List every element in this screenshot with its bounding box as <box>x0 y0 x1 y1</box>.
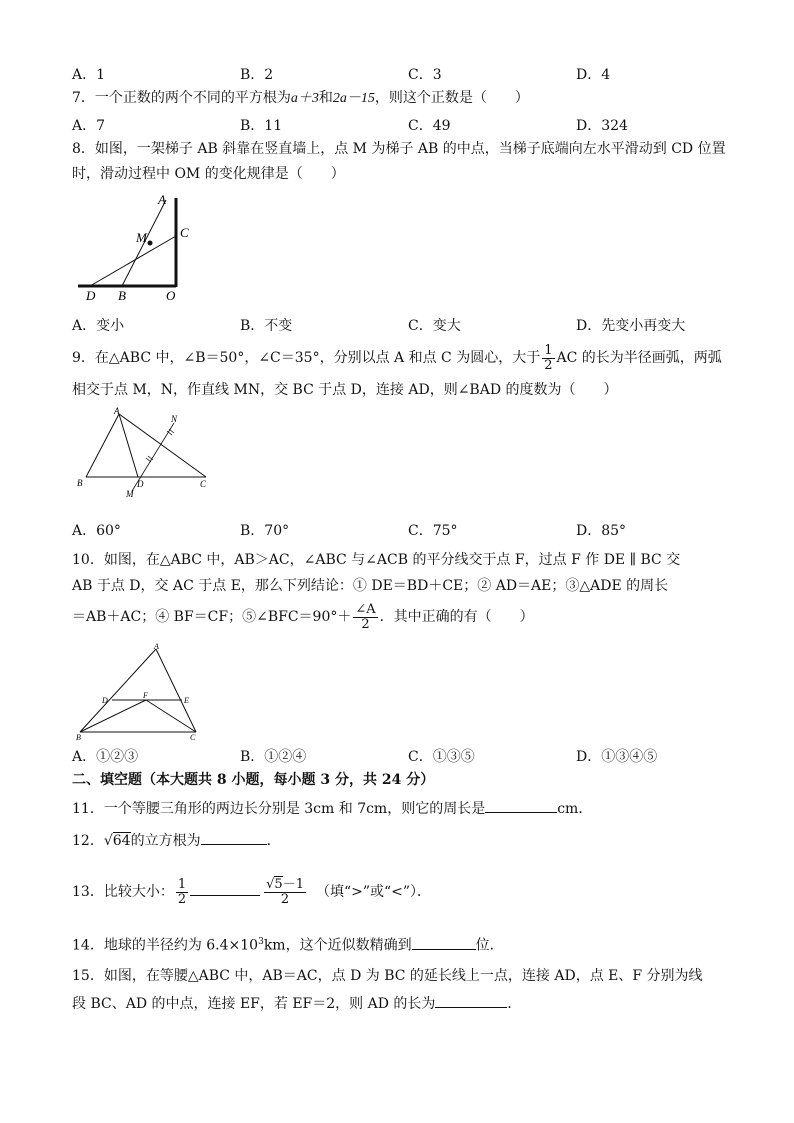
q8-label-c: C <box>180 225 189 240</box>
q10-option-c: C．①③⑤ <box>408 749 475 765</box>
q10-option-a: A．①②③ <box>72 749 139 765</box>
q9-label-a: A <box>114 406 120 416</box>
q8-option-c: C．变大 <box>408 318 461 334</box>
q6-option-b: B．2 <box>240 67 274 83</box>
q10-label-d: D <box>102 696 108 705</box>
q9-stem-line1: 9．在△ABC 中，∠B＝50°，∠C＝35°，分别以点 A 和点 C 为圆心，大于 $\frac{1}{2}$ AC 的长为半径画弧，两弧 <box>72 342 722 373</box>
q10-label-f: F <box>143 691 148 700</box>
q14-stem: 14．地球的半径约为 $6.4\times 10^3km$，这个近似数精确到 位． <box>72 933 504 955</box>
q10-label-b: B <box>76 733 81 740</box>
q9-option-d: D．85° <box>576 523 627 539</box>
q9-option-b: B．70° <box>240 523 290 539</box>
q15-answer-blank[interactable] <box>435 993 507 1008</box>
q15-stem-line1: 15．如图，在等腰△ABC 中，AB＝AC，点 D 为 BC 的延长线上一点，连接 AD，点 E、F 分别为线 <box>72 968 703 984</box>
q9-option-a: A．60° <box>72 523 121 539</box>
q11-answer-blank[interactable] <box>485 798 557 813</box>
q13-stem: 13．比较大小： $\frac{1}{2}$ $\frac{√5-1}{2}$ （填“>”或“<”）． <box>72 876 432 907</box>
sqrt-symbol: √ <box>266 876 275 892</box>
q7-stem: 7．一个正数的两个不同的平方根为a＋3和2a－15，则这个正数是（ ） <box>72 90 529 106</box>
q8-ladder-figure <box>76 190 196 305</box>
q12-answer-blank[interactable] <box>201 830 267 845</box>
q8-label-m: M <box>136 230 147 245</box>
q9-triangle-figure <box>74 405 214 500</box>
q13-answer-blank[interactable] <box>190 881 260 896</box>
q9-option-c: C．75° <box>408 523 458 539</box>
q11-stem: 11．一个等腰三角形的两边长分别是 3cm 和 7cm，则它的周长是 cm． <box>72 798 592 818</box>
q8-label-a: A <box>158 192 166 207</box>
q8-label-o: O <box>166 288 176 303</box>
q10-stem-line1: 10．如图，在△ABC 中，AB＞AC，∠ABC 与∠ACB 的平分线交于点 F，过点 F 作 DE ∥ BC 交 <box>72 552 681 568</box>
q8-option-d: D．先变小再变大 <box>576 318 686 334</box>
q7-option-d: D．324 <box>576 118 628 134</box>
section-fill-blank-heading: 二、填空题（本大题共 8 小题，每小题 3 分，共 24 分） <box>72 772 435 788</box>
q10-option-d: D．①③④⑤ <box>576 749 658 765</box>
q9-stem-line2: 相交于点 M，N，作直线 MN，交 BC 于点 D，连接 AD，则∠BAD 的度数为（ ） <box>72 382 618 398</box>
q9-label-n: N <box>171 414 178 424</box>
q9-label-m: M <box>126 489 134 499</box>
q10-label-a: A <box>154 642 159 651</box>
q6-option-c: C．3 <box>408 67 442 83</box>
q7-option-c: C．49 <box>408 118 451 134</box>
q8-label-d: D <box>86 288 96 303</box>
q15-stem-line2: 段 BC、AD 的中点，连接 EF，若 EF＝2，则 AD 的长为 ． <box>72 993 521 1013</box>
q7-option-a: A．7 <box>72 118 106 134</box>
sqrt-symbol: √ <box>103 833 113 849</box>
q14-answer-blank[interactable] <box>412 935 476 950</box>
q8-option-b: B．不变 <box>240 318 293 334</box>
q10-option-b: B．①②④ <box>240 749 307 765</box>
q8-option-a: A．变小 <box>72 318 125 334</box>
q9-label-c: C <box>200 479 207 489</box>
q8-stem-line1: 8．如图，一架梯子 AB 斜靠在竖直墙上，点 M 为梯子 AB 的中点，当梯子底端向左水平滑动到 CD 位置 <box>72 141 726 157</box>
q8-stem-line2: 时，滑动过程中 OM 的变化规律是（ ） <box>72 166 345 182</box>
q10-label-c: C <box>190 733 196 740</box>
q10-label-e: E <box>184 696 189 705</box>
q10-stem-line2: AB 于点 D，交 AC 于点 E，那么下列结论：① DE＝BD＋CE；② AD＝AE；③△ADE 的周长 <box>72 578 669 594</box>
q7-option-b: B．11 <box>240 118 283 134</box>
q12-stem: 12．√64的立方根为 ． <box>72 830 281 850</box>
q10-triangle-figure <box>74 640 199 740</box>
q10-stem-line3: ＝AB＋AC；④ BF＝CF；⑤∠BFC＝90°＋ $\frac{\angle A}{2}$ ．其中正确的有（ ） <box>72 601 534 632</box>
q8-label-b: B <box>118 288 126 303</box>
q6-option-a: A．1 <box>72 67 106 83</box>
q9-label-b: B <box>77 478 83 488</box>
q9-label-d: D <box>137 479 144 489</box>
q6-option-d: D．4 <box>576 67 611 83</box>
